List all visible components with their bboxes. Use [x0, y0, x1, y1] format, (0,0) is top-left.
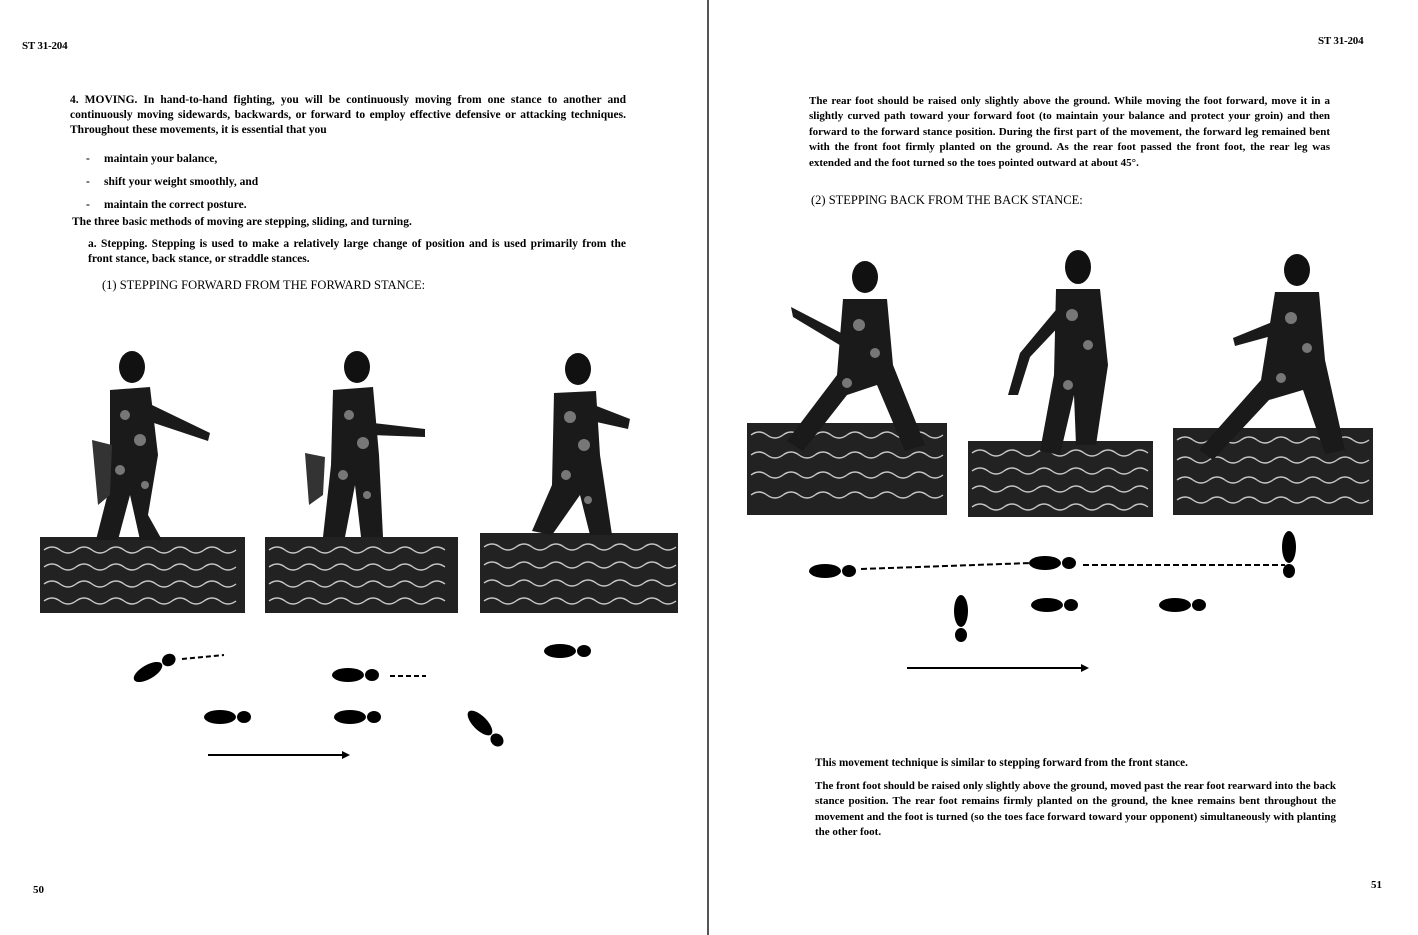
subheading-stepping-forward: (1) STEPPING FORWARD FROM THE FORWARD STANCE:	[102, 278, 426, 292]
stance-photo-1	[40, 345, 245, 613]
list-item: - maintain your balance,	[86, 153, 218, 165]
page-header: ST 31-204	[1318, 35, 1364, 47]
page-number: 50	[33, 884, 44, 896]
footprint-icon	[464, 707, 507, 750]
back-stance-photo-2	[968, 245, 1153, 517]
bullet-list	[86, 148, 486, 217]
rear-foot-text: The rear foot should be raised only slightly above the ground. While moving the foot forward, move it in a slightly curved path toward your forward foot (to maintain your balance and protect your groin) and then forward to the forward stance position. During the first part of the movement, the forward leg remained bent with the front foot firmly planted on the ground. As the rear foot passed the front foot, the rear leg was extended and the foot turned so the toes pointed outward at about 45°.	[809, 95, 1330, 169]
bullet-text: shift your weight smoothly, and	[104, 176, 259, 188]
footprint-icon	[131, 650, 179, 686]
subheading-stepping-back: (2) STEPPING BACK FROM THE BACK STANCE:	[811, 193, 1083, 207]
direction-arrow-icon	[208, 751, 350, 759]
footprint-icon	[1029, 556, 1076, 570]
stepping-text: a. Stepping. Stepping is used to make a relatively large change of position and is used primarily from the front stance, back stance, or straddle stances.	[88, 238, 626, 266]
footprint-icon	[1159, 598, 1206, 612]
methods-text: The three basic methods of moving are stepping, sliding, and turning.	[72, 216, 412, 228]
footprint-icon	[204, 710, 251, 724]
stance-photo-3	[480, 345, 678, 613]
page-number: 51	[1371, 879, 1382, 891]
footwork-diagram	[120, 635, 610, 765]
footprint-icon	[1031, 598, 1078, 612]
right-page	[711, 0, 1418, 935]
similar-text: This movement technique is similar to stepping forward from the front stance.	[815, 757, 1188, 769]
footprint-icon	[809, 564, 856, 578]
page-header: ST 31-204	[22, 40, 68, 52]
bullet-text: maintain the correct posture.	[104, 199, 247, 211]
list-item: - maintain the correct posture.	[86, 199, 247, 211]
section-intro	[70, 93, 626, 139]
front-foot-text: The front foot should be raised only slightly above the ground, moved past the rear foot rearward into the back stance position. The rear foot remains firmly planted on the ground, the knee remains bent throughout the movement and the foot is turned (so the toes face forward toward your opponent) simultaneously with planting the other foot.	[815, 780, 1336, 839]
back-stance-photo-1	[747, 255, 947, 515]
moving-paragraph: 4. MOVING. In hand-to-hand fighting, you will be continuously moving from one stance to another and continuously moving sidewards, backwards, or forward to employ effective defensive or attacking techniques. Throughout these movements, it is essential that you	[70, 94, 626, 137]
list-item: - shift your weight smoothly, and	[86, 176, 259, 188]
footprint-icon	[334, 710, 381, 724]
stance-photo-2	[265, 345, 458, 613]
direction-arrow-icon	[907, 664, 1089, 672]
back-stance-photo-3	[1173, 250, 1373, 515]
footprint-icon	[332, 668, 379, 682]
footprint-icon	[544, 644, 591, 658]
footprint-icon	[954, 595, 968, 642]
footwork-diagram	[801, 525, 1341, 675]
footprint-icon	[1282, 531, 1296, 578]
bullet-text: maintain your balance,	[104, 153, 218, 165]
